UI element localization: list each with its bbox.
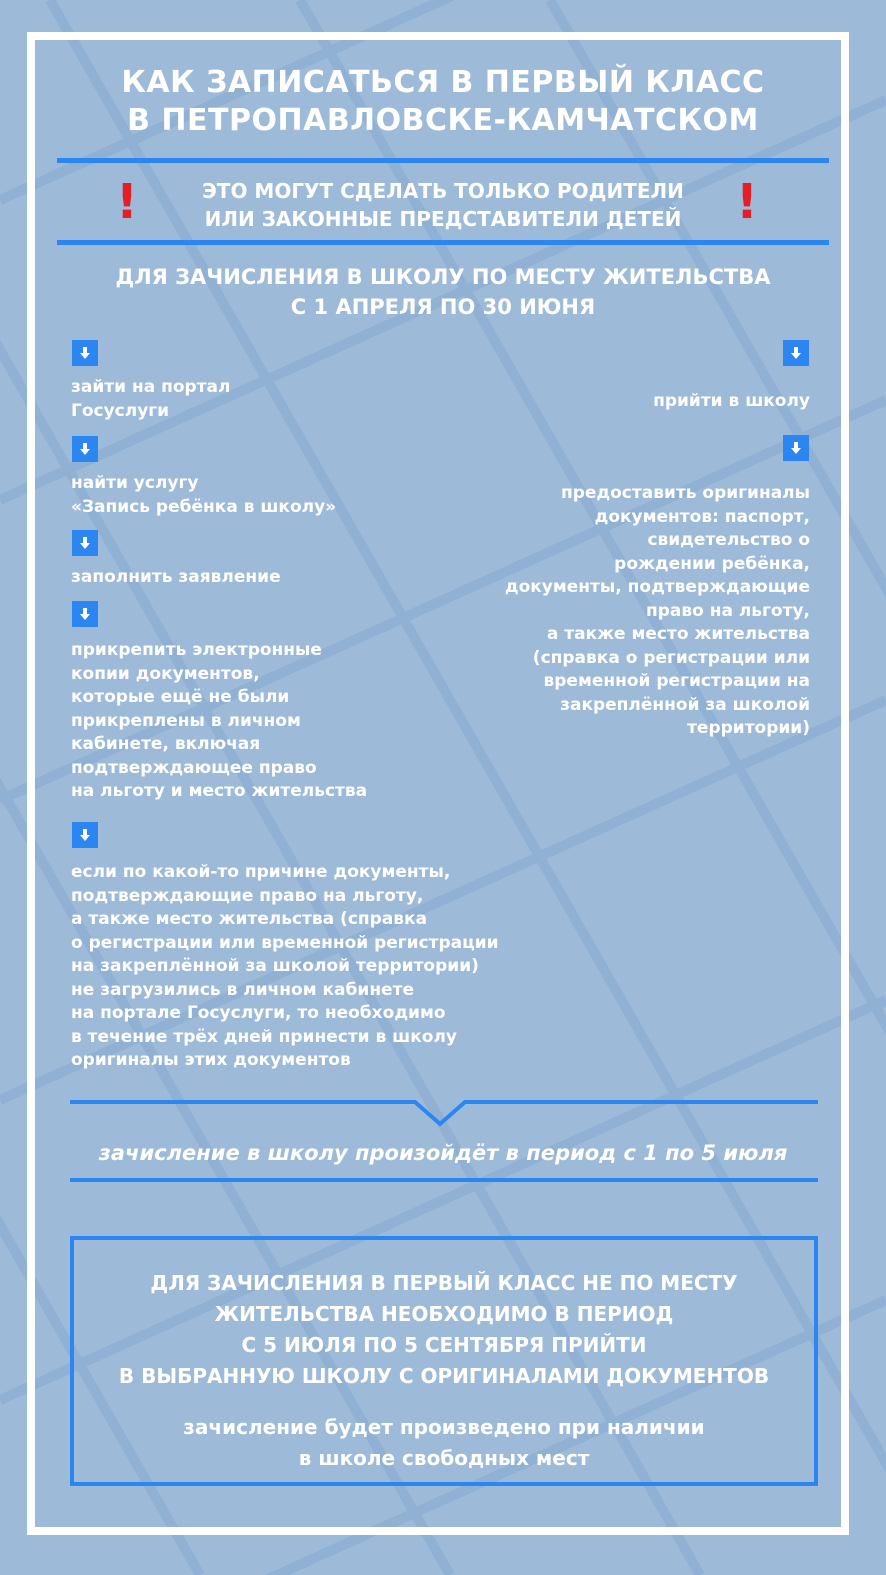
arrow-down-icon — [72, 601, 98, 627]
title-line-1: КАК ЗАПИСАТЬСЯ В ПЕРВЫЙ КЛАСС — [121, 65, 765, 100]
section-line-2: С 1 АПРЕЛЯ ПО 30 ИЮНЯ — [290, 295, 596, 319]
online-step-1: зайти на портал Госуслуги — [71, 377, 231, 421]
arrow-down-icon — [783, 340, 809, 366]
offline-step-1: прийти в школу — [653, 391, 810, 411]
info-box-main: ДЛЯ ЗАЧИСЛЕНИЯ В ПЕРВЫЙ КЛАСС НЕ ПО МЕСТУ ЖИТЕЛЬСТВА НЕОБХОДИМО В ПЕРИОД С 5 ИЮЛЯ ПО 5 СЕНТЯБРЯ ПРИЙТИ В ВЫБРАННУЮ ШКОЛУ С ОРИГИНАЛАМИ ДОКУМЕНТОВ — [118, 1271, 770, 1388]
info-box-note: зачисление будет произведено при наличии в школе свободных мест — [183, 1415, 705, 1470]
info-box — [70, 1236, 818, 1486]
arrow-down-icon — [72, 530, 98, 556]
merge-bracket — [70, 1098, 818, 1128]
exclamation-icon-right: ! — [736, 174, 758, 230]
arrow-down-icon — [72, 436, 98, 462]
page-title — [0, 64, 886, 140]
online-step-2: найти услугу «Запись ребёнка в школу» — [71, 473, 337, 517]
section-heading — [0, 262, 886, 322]
arrow-down-icon — [72, 822, 98, 848]
result-text: зачисление в школу произойдёт в период с 1 по 5 июля — [98, 1141, 788, 1165]
result-underline — [70, 1178, 818, 1182]
warning-line-1: ЭТО МОГУТ СДЕЛАТЬ ТОЛЬКО РОДИТЕЛИ — [202, 179, 684, 203]
online-step-5: если по какой-то причине документы, подтверждающие право на льготу, а также место жительства (справка о регистрации или временной регистрации на закреплённой за школой территории) не загрузились в личном кабинете на портале Госуслуги, то необходимо в течение трёх дней принести в школу оригиналы этих документов — [71, 862, 499, 1070]
exclamation-icon-left: ! — [116, 174, 138, 230]
online-step-3: заполнить заявление — [71, 567, 281, 587]
section-line-1: ДЛЯ ЗАЧИСЛЕНИЯ В ШКОЛУ ПО МЕСТУ ЖИТЕЛЬСТВА — [115, 265, 771, 289]
divider-bottom — [57, 240, 829, 245]
arrow-down-icon — [72, 340, 98, 366]
title-line-2: В ПЕТРОПАВЛОВСКЕ-КАМЧАТСКОМ — [127, 103, 759, 138]
offline-step-2: предоставить оригиналы документов: паспорт, свидетельство о рождении ребёнка, документы, подтверждающие право на льготу, а также место жительства (справка о регистрации или временной регистрации на закреплённой за школой территории) — [504, 483, 810, 738]
arrow-down-icon — [783, 435, 809, 461]
warning-line-2: ИЛИ ЗАКОННЫЕ ПРЕДСТАВИТЕЛИ ДЕТЕЙ — [204, 207, 682, 231]
divider-top — [57, 158, 829, 163]
online-step-4: прикрепить электронные копии документов, которые ещё не были прикреплены в личном кабинете, включая подтверждающее право на льготу и место жительства — [71, 640, 368, 801]
